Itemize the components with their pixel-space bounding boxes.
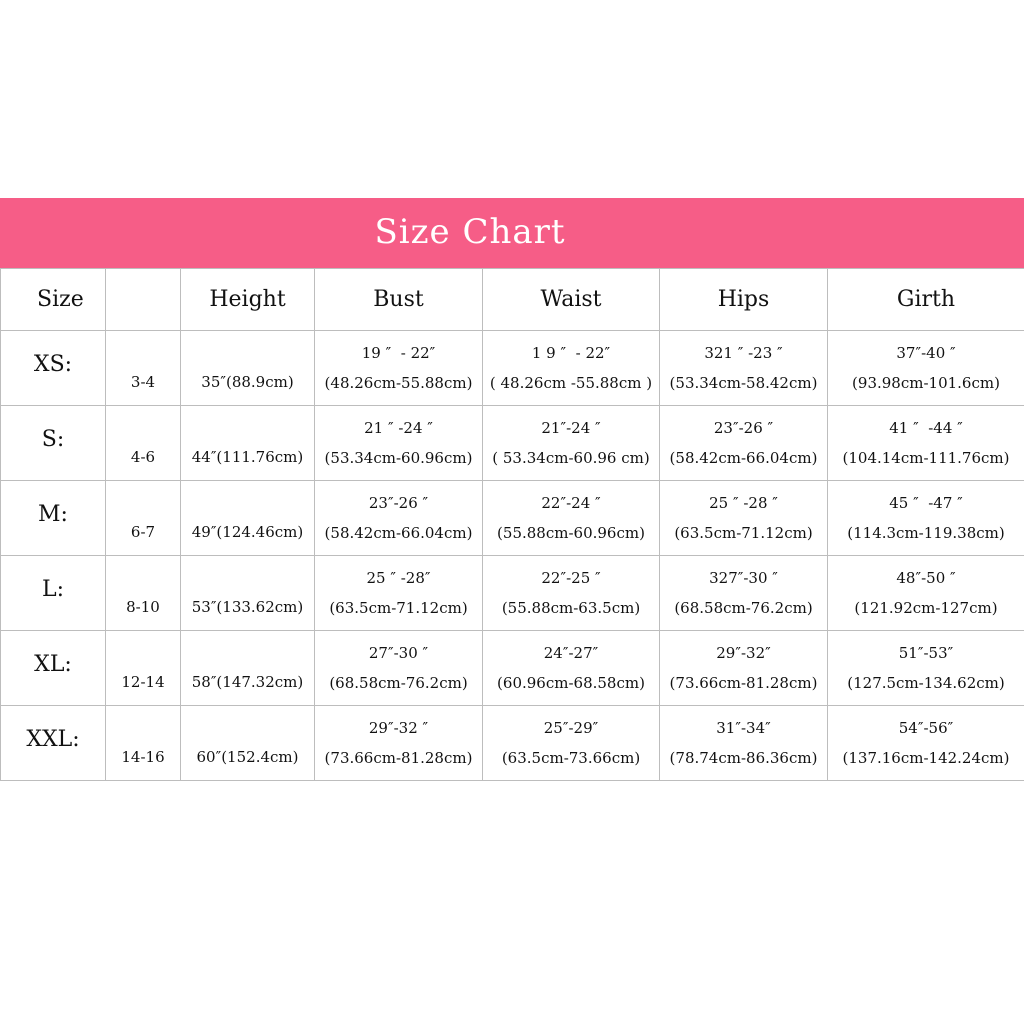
table-row xyxy=(1,331,1024,406)
age-range: 6-7 xyxy=(106,481,181,556)
bust-cm: (53.34cm-60.96cm) xyxy=(324,449,473,467)
waist-inches: 22″-25 ″ xyxy=(541,569,601,587)
height-value: 35″(88.9cm) xyxy=(181,331,315,406)
waist-inches: 24″-27″ xyxy=(543,644,599,662)
bust-cell xyxy=(315,706,483,781)
bust-inches: 25 ″ -28″ xyxy=(366,569,431,587)
bust-inches: 29″-32 ″ xyxy=(368,719,429,737)
waist-cm: ( 48.26cm -55.88cm ) xyxy=(489,374,653,392)
hips-cell xyxy=(660,706,828,781)
girth-inches: 54″-56″ xyxy=(898,719,954,737)
size-label: M: xyxy=(1,481,106,556)
girth-cell xyxy=(828,706,1024,781)
hips-cell xyxy=(660,331,828,406)
height-value: 60″(152.4cm) xyxy=(181,706,315,781)
hips-cm: (68.58cm-76.2cm) xyxy=(674,599,813,617)
size-label: XS: xyxy=(1,331,106,406)
title-banner xyxy=(0,198,1024,268)
girth-cell xyxy=(828,406,1024,481)
hips-inches: 321 ″ -23 ″ xyxy=(704,344,783,362)
size-label: XL: xyxy=(1,631,106,706)
bust-cell xyxy=(315,331,483,406)
hips-cell xyxy=(660,481,828,556)
girth-cell xyxy=(828,556,1024,631)
girth-cm: (121.92cm-127cm) xyxy=(854,599,998,617)
table-body xyxy=(1,331,1024,781)
waist-inches: 25″-29″ xyxy=(543,719,599,737)
bust-inches: 21 ″ -24 ″ xyxy=(364,419,433,437)
height-value: 53″(133.62cm) xyxy=(181,556,315,631)
waist-cell xyxy=(483,556,660,631)
waist-inches: 21″-24 ″ xyxy=(541,419,601,437)
girth-cm: (127.5cm-134.62cm) xyxy=(847,674,1005,692)
age-range: 14-16 xyxy=(106,706,181,781)
header-waist: Waist xyxy=(483,269,660,331)
waist-cell xyxy=(483,406,660,481)
bust-cell xyxy=(315,406,483,481)
waist-inches: 22″-24 ″ xyxy=(541,494,601,512)
size-label: S: xyxy=(1,406,106,481)
girth-inches: 41 ″ -44 ″ xyxy=(889,419,963,437)
hips-inches: 25 ″ -28 ″ xyxy=(709,494,778,512)
waist-inches: 1 9 ″ - 22″ xyxy=(531,344,611,362)
height-value: 58″(147.32cm) xyxy=(181,631,315,706)
hips-inches: 327″-30 ″ xyxy=(709,569,778,587)
girth-inches: 51″-53″ xyxy=(898,644,954,662)
bust-inches: 23″-26 ″ xyxy=(368,494,429,512)
bust-inches: 27″-30 ″ xyxy=(368,644,429,662)
girth-cell xyxy=(828,631,1024,706)
hips-cm: (63.5cm-71.12cm) xyxy=(674,524,813,542)
girth-cm: (104.14cm-111.76cm) xyxy=(842,449,1010,467)
table-row xyxy=(1,481,1024,556)
header-row xyxy=(1,269,1024,331)
hips-cell xyxy=(660,556,828,631)
age-range: 8-10 xyxy=(106,556,181,631)
bust-cm: (63.5cm-71.12cm) xyxy=(329,599,468,617)
header-hips: Hips xyxy=(660,269,828,331)
height-value: 44″(111.76cm) xyxy=(181,406,315,481)
header-bust: Bust xyxy=(315,269,483,331)
girth-cell xyxy=(828,481,1024,556)
age-range: 4-6 xyxy=(106,406,181,481)
girth-inches: 48″-50 ″ xyxy=(896,569,956,587)
bust-cm: (58.42cm-66.04cm) xyxy=(324,524,473,542)
girth-inches: 37″-40 ″ xyxy=(896,344,956,362)
header-size: Size xyxy=(1,269,106,331)
age-range: 12-14 xyxy=(106,631,181,706)
girth-cm: (114.3cm-119.38cm) xyxy=(847,524,1005,542)
waist-cm: (60.96cm-68.58cm) xyxy=(497,674,645,692)
chart-title: Size Chart xyxy=(374,212,566,252)
waist-cm: (55.88cm-60.96cm) xyxy=(497,524,645,542)
size-table xyxy=(0,268,1024,781)
bust-inches: 19 ″ - 22″ xyxy=(361,344,436,362)
waist-cell xyxy=(483,631,660,706)
waist-cm: ( 53.34cm-60.96 cm) xyxy=(492,449,650,467)
bust-cm: (68.58cm-76.2cm) xyxy=(329,674,468,692)
waist-cm: (55.88cm-63.5cm) xyxy=(501,599,641,617)
bust-cm: (73.66cm-81.28cm) xyxy=(324,749,473,767)
bust-cell xyxy=(315,481,483,556)
girth-cm: (137.16cm-142.24cm) xyxy=(842,749,1010,767)
waist-cell xyxy=(483,481,660,556)
hips-cm: (58.42cm-66.04cm) xyxy=(669,449,818,467)
header-age xyxy=(106,269,181,331)
table-row xyxy=(1,556,1024,631)
hips-cm: (78.74cm-86.36cm) xyxy=(669,749,818,767)
table-row xyxy=(1,406,1024,481)
bust-cm: (48.26cm-55.88cm) xyxy=(324,374,473,392)
girth-cm: (93.98cm-101.6cm) xyxy=(852,374,1000,392)
hips-cell xyxy=(660,631,828,706)
bust-cell xyxy=(315,631,483,706)
size-label: L: xyxy=(1,556,106,631)
header-girth: Girth xyxy=(828,269,1024,331)
size-label: XXL: xyxy=(1,706,106,781)
waist-cm: (63.5cm-73.66cm) xyxy=(501,749,641,767)
girth-cell xyxy=(828,331,1024,406)
hips-cell xyxy=(660,406,828,481)
hips-inches: 23″-26 ″ xyxy=(713,419,774,437)
waist-cell xyxy=(483,706,660,781)
girth-inches: 45 ″ -47 ″ xyxy=(889,494,963,512)
hips-cm: (73.66cm-81.28cm) xyxy=(669,674,818,692)
hips-inches: 31″-34″ xyxy=(716,719,771,737)
age-range: 3-4 xyxy=(106,331,181,406)
hips-cm: (53.34cm-58.42cm) xyxy=(669,374,818,392)
bust-cell xyxy=(315,556,483,631)
header-height: Height xyxy=(181,269,315,331)
height-value: 49″(124.46cm) xyxy=(181,481,315,556)
waist-cell xyxy=(483,331,660,406)
table-row xyxy=(1,631,1024,706)
table-row xyxy=(1,706,1024,781)
hips-inches: 29″-32″ xyxy=(716,644,771,662)
